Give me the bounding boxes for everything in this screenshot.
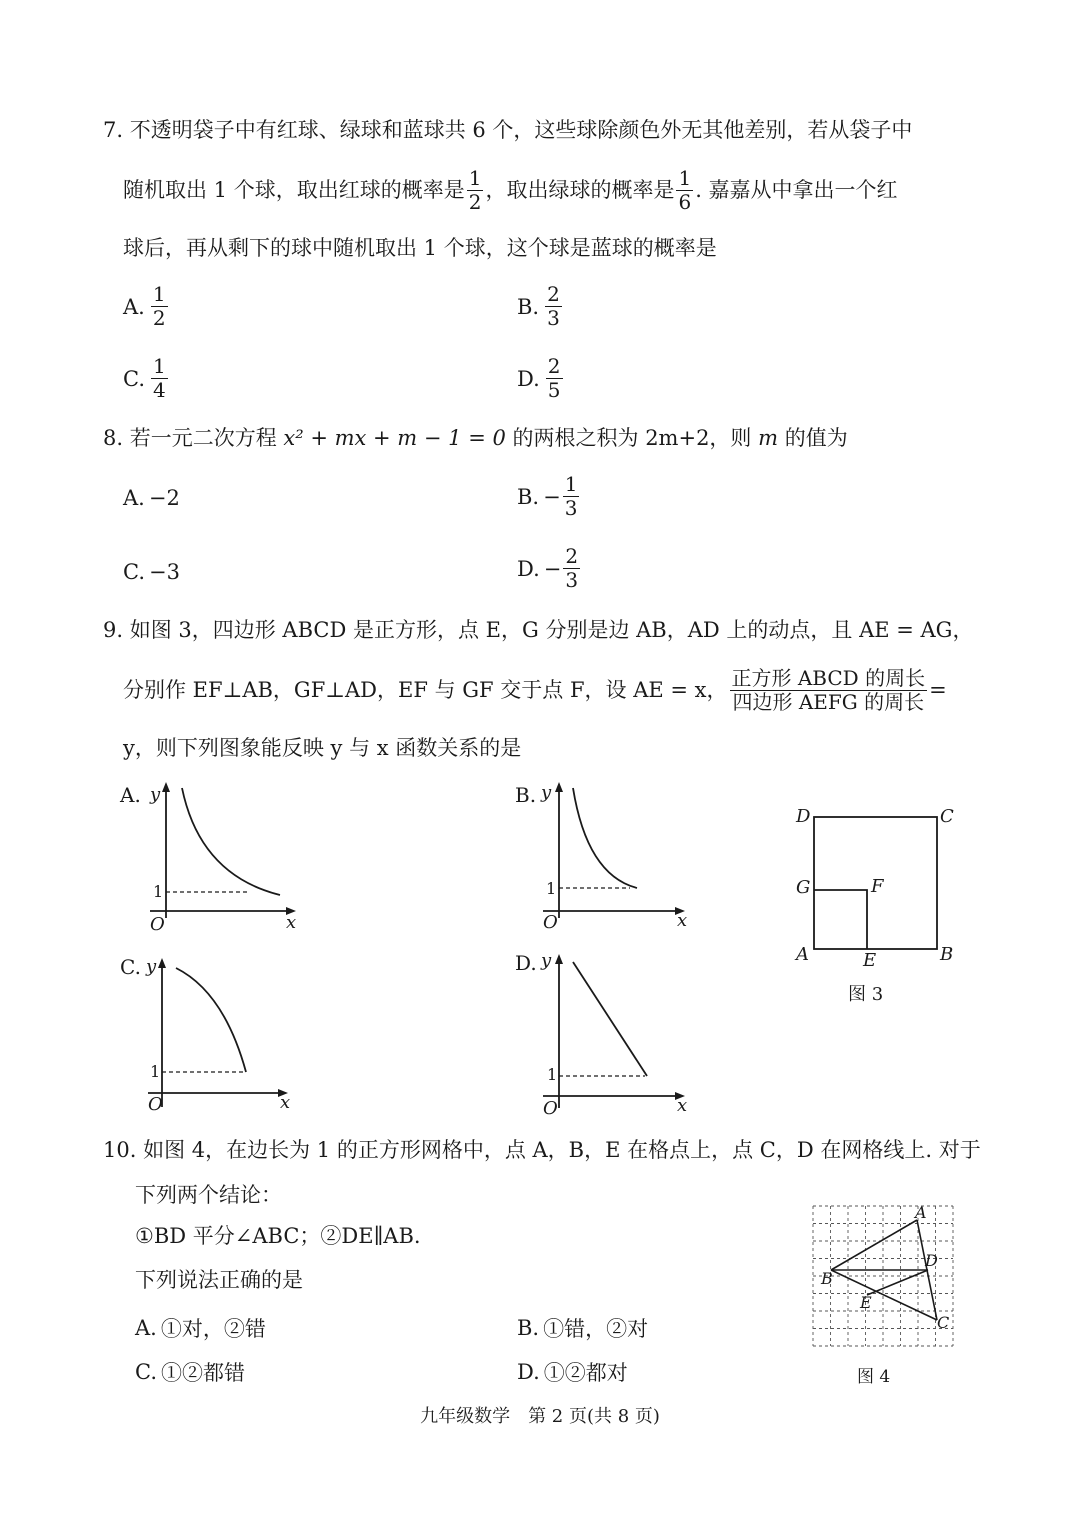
graph-b [515, 780, 705, 933]
q9-line2 [123, 666, 947, 714]
q10-option-b-value: ①错，②对 [543, 1317, 649, 1341]
graph-d-tick-one: 1 [547, 1065, 558, 1084]
figure4-segment-bc [831, 1270, 937, 1320]
q7-option-b-den: 3 [547, 306, 560, 330]
q8-equation: x² + mx + m − 1 = 0 [283, 426, 506, 450]
graph-a-origin: O [150, 914, 165, 935]
q8-option-d-label: D. [517, 556, 540, 581]
q8-option-a-label: A. [123, 486, 145, 510]
q8-option-d-sign: − [543, 556, 562, 581]
graph-b-origin: O [543, 912, 558, 933]
q8-option-d-frac [563, 546, 580, 591]
q7-line2-b: ，取出绿球的概率是 [485, 177, 675, 202]
figure4-grid [813, 1206, 953, 1346]
graph-d [515, 948, 705, 1118]
q8-text-c: 的值为 [778, 426, 848, 450]
q9-line3: y，则下列图象能反映 y 与 x 函数关系的是 [123, 736, 522, 760]
q10-option-a-label: A. [135, 1316, 157, 1340]
q10-line1: 10. 如图 4，在边长为 1 的正方形网格中，点 A，B，E 在格点上，点 C，D 在网格线上. 对于 [103, 1138, 981, 1162]
q10-line2: 下列两个结论： [135, 1183, 282, 1207]
figure3-point-d: D [796, 806, 811, 827]
q7-line2-a: 随机取出 1 个球，取出红球的概率是 [123, 177, 465, 202]
graph-c-origin: O [148, 1094, 163, 1115]
graph-a-y-arrow [162, 782, 170, 792]
figure4-point-b: B [821, 1269, 833, 1288]
q7-option-d-den: 5 [547, 378, 561, 402]
q7-frac-red-num: 1 [468, 165, 482, 190]
q8-option-b-num: 1 [564, 472, 578, 496]
graph-d-x-label: x [677, 1095, 688, 1116]
q10-option-c-value: ①②都错 [161, 1361, 245, 1385]
page-footer: 九年级数学 第 2 页(共 8 页) [420, 1406, 660, 1427]
q9-ratio-den: 四边形 AEFG 的周长 [732, 689, 925, 714]
q9-line2-a: 分别作 EF⊥AB，GF⊥AD，EF 与 GF 交于点 F，设 AE = x， [123, 677, 728, 702]
figure3-point-c: C [940, 806, 954, 827]
q8-option-b-label: B. [517, 484, 540, 509]
figure3-point-f: F [871, 876, 884, 897]
q7-frac-green-den: 6 [678, 189, 692, 214]
q7-option-b [517, 284, 564, 329]
q8-option-d [517, 546, 582, 591]
graph-d-y-label: y [541, 950, 552, 971]
q8-option-b-sign: − [543, 484, 561, 509]
q7-option-a-label: A. [123, 294, 145, 319]
graph-c-tick-one: 1 [150, 1062, 161, 1081]
q8-option-b-frac [563, 474, 580, 519]
figure4-point-d: D [925, 1251, 938, 1270]
q7-option-b-num: 2 [547, 282, 560, 306]
graph-d-label: D. [515, 951, 537, 975]
q10-option-c [135, 1357, 245, 1387]
q10-line3: ①BD 平分∠ABC；②DE∥AB. [135, 1224, 421, 1248]
q7-frac-green [676, 165, 693, 214]
figure3-point-a: A [796, 944, 809, 965]
figure4-point-c: C [937, 1313, 950, 1332]
q7-option-d [517, 356, 565, 401]
graph-a [120, 780, 310, 935]
graph-d-origin: O [543, 1098, 558, 1119]
figure3-point-g: G [796, 877, 811, 898]
q7-frac-green-num: 1 [678, 165, 692, 190]
graph-c [120, 952, 310, 1117]
graph-c-x-label: x [280, 1092, 291, 1113]
q7-option-c-label: C. [123, 366, 145, 391]
graph-b-x-label: x [677, 910, 688, 931]
graph-a-curve [182, 788, 280, 895]
figure4-segment-de [867, 1270, 928, 1295]
graph-b-tick-one: 1 [546, 879, 557, 898]
q7-option-a-frac [151, 284, 168, 329]
q7-line1: 7. 不透明袋子中有红球、绿球和蓝球共 6 个，这些球除颜色外无其他差别，若从袋子中 [103, 118, 913, 142]
graph-b-y-label: y [541, 782, 552, 803]
graph-d-line [573, 962, 647, 1076]
q9-ratio-num: 正方形 ABCD 的周长 [731, 665, 926, 690]
figure4-caption: 图 4 [857, 1367, 891, 1387]
q8-option-c [123, 560, 180, 584]
q8-text-a: 8. 若一元二次方程 [103, 426, 284, 450]
q7-option-d-frac [546, 356, 563, 401]
q7-line2 [123, 165, 898, 214]
q8-line [103, 428, 848, 449]
figure3-point-b: B [940, 944, 954, 965]
q7-line3: 球后，再从剩下的球中随机取出 1 个球，这个球是蓝球的概率是 [123, 236, 717, 260]
figure4-lines [831, 1220, 937, 1320]
q8-option-c-value: −3 [149, 560, 180, 584]
q7-frac-red-den: 2 [468, 189, 482, 214]
graph-b-curve [573, 788, 637, 888]
q8-option-c-label: C. [123, 560, 145, 584]
graph-c-y-arrow [158, 958, 166, 968]
q7-frac-red [467, 165, 484, 214]
q10-line4: 下列说法正确的是 [135, 1268, 303, 1292]
q8-option-a-value: −2 [148, 486, 180, 510]
graph-d-y-arrow [555, 954, 563, 964]
figure-3 [790, 800, 970, 1010]
q7-option-b-frac [545, 284, 562, 329]
q7-option-b-label: B. [517, 294, 540, 319]
q7-line2-c: . 嘉嘉从中拿出一个红 [695, 177, 898, 202]
q7-option-c-num: 1 [153, 354, 166, 378]
q10-option-d-label: D. [517, 1360, 540, 1384]
q8-option-b [517, 474, 581, 519]
q8-option-d-num: 2 [565, 544, 579, 568]
q9-line2-b: = [929, 677, 947, 702]
figure4-point-e: E [860, 1293, 872, 1312]
figure3-inner-square [814, 890, 867, 949]
q9-ratio-frac [730, 665, 928, 714]
figure3-point-e: E [863, 950, 877, 971]
graph-a-tick-one: 1 [153, 882, 164, 901]
q10-option-c-label: C. [135, 1360, 157, 1384]
q8-option-a [123, 486, 180, 510]
graph-a-label: A. [120, 783, 141, 807]
q7-option-a [123, 284, 170, 329]
q10-option-a-value: ①对，②错 [160, 1317, 266, 1341]
q8-option-d-den: 3 [565, 568, 579, 592]
graph-c-curve [176, 968, 246, 1072]
graph-b-y-arrow [555, 782, 563, 792]
q8-option-b-den: 3 [564, 496, 578, 520]
graph-c-label: C. [120, 955, 141, 979]
q7-option-a-den: 2 [152, 306, 166, 330]
q8-var-m: m [758, 426, 779, 450]
q9-line1: 9. 如图 3，四边形 ABCD 是正方形，点 E，G 分别是边 AB，AD 上的动点，且 AE = AG， [103, 618, 974, 642]
q10-option-d-value: ①②都对 [543, 1361, 628, 1385]
figure-4 [805, 1198, 965, 1398]
q7-option-c-den: 4 [153, 378, 166, 402]
graph-a-y-label: y [150, 784, 161, 805]
q7-option-a-num: 1 [152, 282, 166, 306]
figure4-point-a: A [915, 1203, 927, 1222]
graph-b-label: B. [515, 783, 537, 807]
q7-option-c [123, 356, 170, 401]
q7-option-c-frac [151, 356, 168, 401]
figure3-caption: 图 3 [848, 984, 884, 1005]
q10-option-a [135, 1313, 266, 1343]
graph-a-x-label: x [286, 912, 297, 933]
q8-text-b: 的两根之积为 2m+2，则 [505, 426, 759, 450]
q7-option-d-num: 2 [547, 354, 561, 378]
graph-c-y-label: y [146, 956, 157, 977]
q10-option-b-label: B. [517, 1316, 540, 1340]
q10-option-b [517, 1313, 648, 1343]
figure4-segment-ba [831, 1220, 917, 1270]
q10-option-d [517, 1357, 628, 1387]
q7-option-d-label: D. [517, 366, 540, 391]
